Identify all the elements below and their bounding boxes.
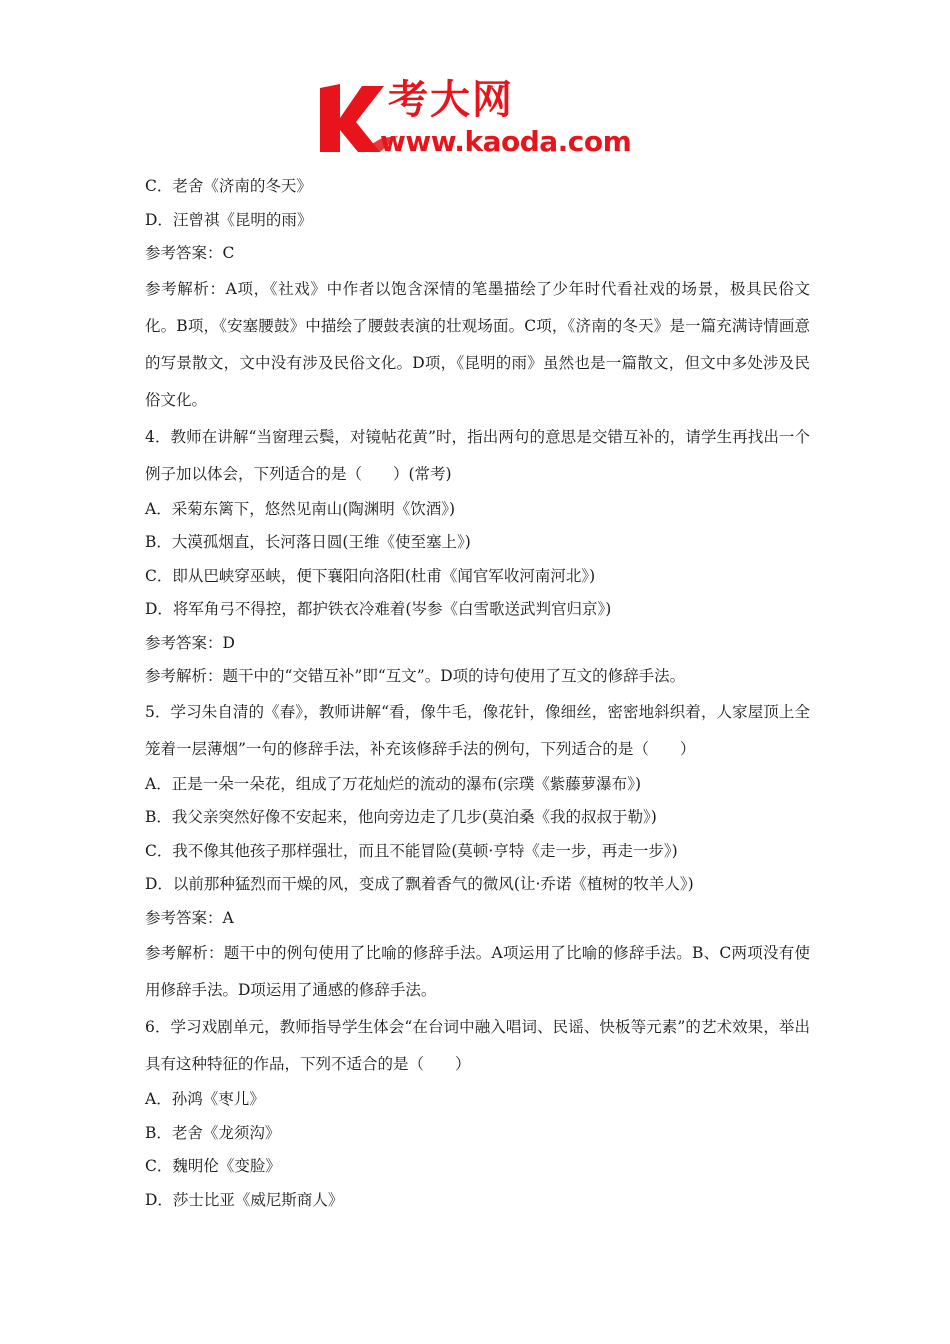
q5-analysis: 参考解析：题干中的例句使用了比喻的修辞手法。A项运用了比喻的修辞手法。B、C两项没有使用修辞手法。D项运用了通感的修辞手法。	[145, 944, 810, 999]
q4-option-d: D．将军角弓不得控，都护铁衣冷难着(岑参《白雪歌送武判官归京》)	[145, 600, 612, 618]
q5-option-a: A．正是一朵一朵花，组成了万花灿烂的流动的瀑布(宗璞《紫藤萝瀑布》)	[145, 774, 642, 793]
q5-option-b: B．我父亲突然好像不安起来，他向旁边走了几步(莫泊桑《我的叔叔于勒》)	[145, 808, 657, 826]
q4-analysis: 参考解析：题干中的“交错互补”即“互文”。D项的诗句使用了互文的修辞手法。	[145, 667, 686, 685]
question-6	[145, 1009, 810, 1217]
q4-option-b: B．大漠孤烟直，长河落日圆(王维《使至塞上》)	[145, 533, 471, 551]
q6-option-c: C．魏明伦《变脸》	[145, 1157, 281, 1175]
document-body	[145, 170, 810, 1217]
q6-option-d: D．莎士比亚《威尼斯商人》	[145, 1190, 344, 1209]
q3-option-c: C．老舍《济南的冬天》	[145, 177, 312, 195]
q5-stem: 5．学习朱自清的《春》，教师讲解“看，像牛毛，像花针，像细丝，密密地斜织着，人家屋顶上全笼着一层薄烟”一句的修辞手法，补充该修辞手法的例句，下列适合的是（ ）	[145, 702, 810, 758]
q4-answer: 参考答案：D	[145, 633, 235, 652]
q6-stem: 6．学习戏剧单元，教师指导学生体会“在台词中融入唱词、民谣、快板等元素”的艺术效果，举出具有这种特征的作品，下列不适合的是（ ）	[145, 1018, 810, 1073]
site-logo	[318, 78, 638, 160]
q3-answer: 参考答案：C	[145, 244, 235, 262]
logo-brand-text: 考大网	[388, 77, 514, 123]
q3-option-d: D．汪曾祺《昆明的雨》	[145, 210, 313, 229]
q5-option-c: C．我不像其他孩子那样强壮，而且不能冒险(莫顿·亨特《走一步，再走一步》)	[145, 841, 678, 860]
q6-option-a: A．孙鸿《枣儿》	[145, 1090, 265, 1108]
question-3-tail	[145, 170, 810, 419]
q5-answer: 参考答案：A	[145, 908, 234, 927]
q5-option-d: D．以前那种猛烈而干燥的风，变成了飘着香气的微风(让·乔诺《植树的牧羊人》)	[145, 875, 694, 893]
question-4	[145, 419, 810, 694]
q6-option-b: B．老舍《龙须沟》	[145, 1123, 281, 1142]
q4-option-a: A．采菊东篱下，悠然见南山(陶渊明《饮酒》)	[145, 499, 456, 518]
question-5	[145, 694, 810, 1010]
logo-url-text: www.kaoda.com	[380, 125, 632, 158]
q3-analysis: 参考解析：A项，《社戏》中作者以饱含深情的笔墨描绘了少年时代看社戏的场景，极具民俗文化。B项，《安塞腰鼓》中描绘了腰鼓表演的壮观场面。C项，《济南的冬天》是一篇充满诗情画意的写景散文，文中没有涉及民俗文化。D项，《昆明的雨》虽然也是一篇散文，但文中多处涉及民俗文化。	[145, 279, 810, 409]
q4-option-c: C．即从巴峡穿巫峡，便下襄阳向洛阳(杜甫《闻官军收河南河北》)	[145, 566, 596, 585]
q4-stem: 4．教师在讲解“当窗理云鬓，对镜帖花黄”时，指出两句的意思是交错互补的，请学生再找出一个例子加以体会，下列适合的是（ ）(常考)	[145, 427, 810, 483]
